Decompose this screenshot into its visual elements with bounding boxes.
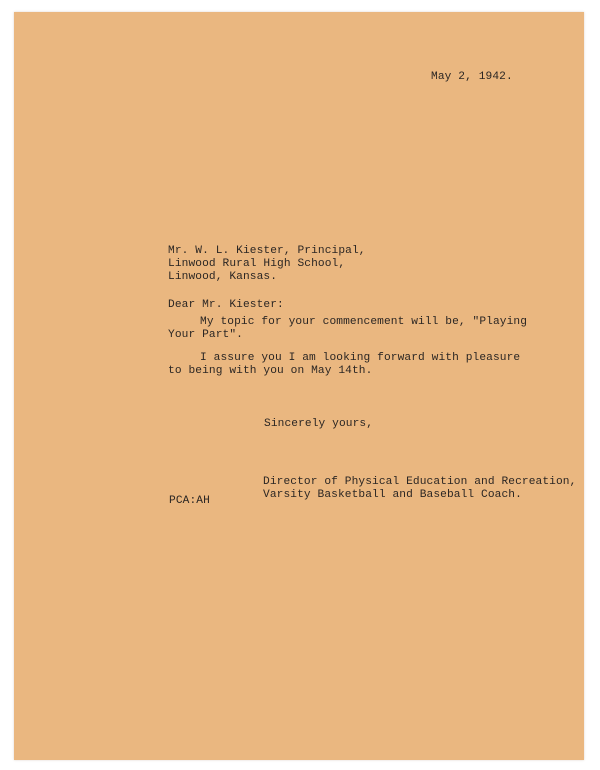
body-paragraph-line: Your Part".	[168, 329, 243, 341]
complimentary-closing: Sincerely yours,	[264, 418, 374, 430]
reference-initials: PCA:AH	[169, 495, 210, 507]
body-paragraph-line: I assure you I am looking forward with pleasure	[200, 352, 521, 364]
salutation: Dear Mr. Kiester:	[168, 299, 284, 311]
signature-title-line: Varsity Basketball and Baseball Coach.	[263, 489, 522, 501]
recipient-address-line: Linwood, Kansas.	[168, 271, 278, 283]
letter-date: May 2, 1942.	[431, 71, 513, 83]
body-paragraph-line: to being with you on May 14th.	[168, 365, 373, 377]
recipient-address-line: Linwood Rural High School,	[168, 258, 346, 270]
signature-title-line: Director of Physical Education and Recreation,	[263, 476, 577, 488]
letter-page	[14, 12, 584, 760]
body-paragraph-line: My topic for your commencement will be, "Playing	[200, 316, 528, 328]
recipient-address-line: Mr. W. L. Kiester, Principal,	[168, 245, 366, 257]
